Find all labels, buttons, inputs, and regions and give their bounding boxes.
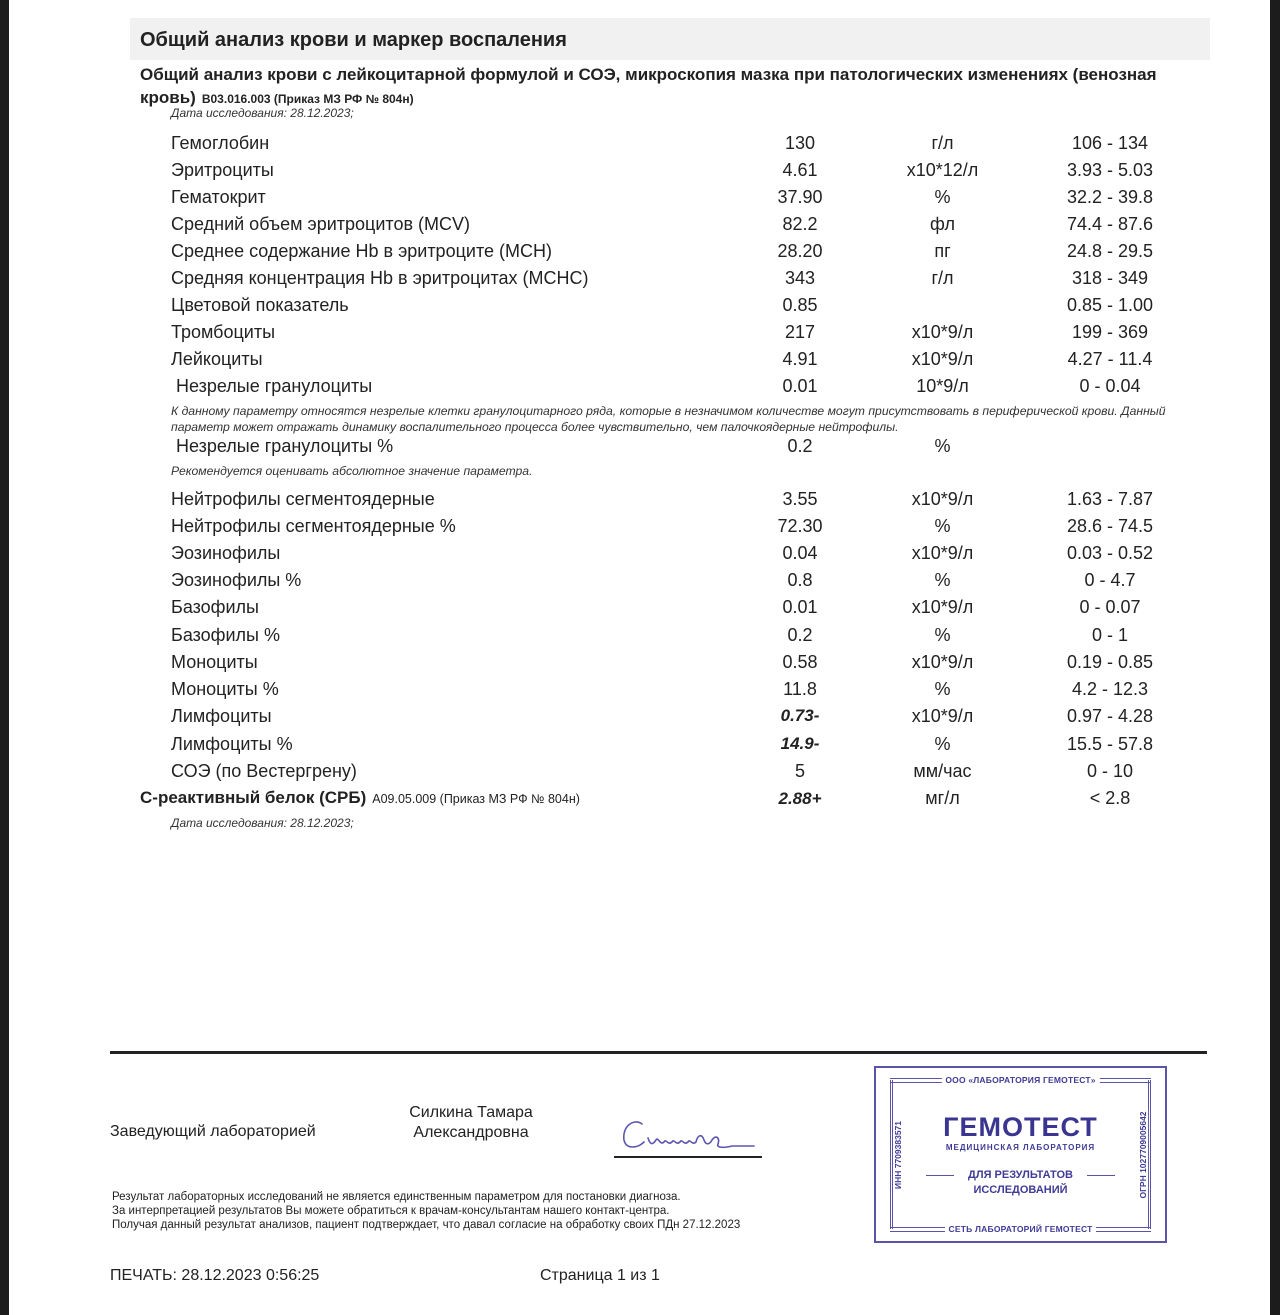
param-value: 82.2 <box>782 214 818 234</box>
cbc-study-date: Дата исследования: 28.12.2023; <box>171 106 354 120</box>
param-reference: 74.4 - 87.6 <box>1066 214 1154 234</box>
param-unit: пг <box>934 241 951 261</box>
result-row-leukocytes <box>0 349 1261 375</box>
param-value: 0.2 <box>787 436 813 456</box>
param-unit: % <box>934 436 951 456</box>
result-row-erythrocytes <box>0 160 1261 186</box>
param-unit: мм/час <box>913 761 972 781</box>
param-reference: 0.19 - 0.85 <box>1066 652 1154 672</box>
param-name: Моноциты <box>171 652 258 672</box>
param-name: Базофилы % <box>171 625 280 645</box>
param-name: Нейтрофилы сегментоядерные <box>171 489 435 509</box>
param-reference: 0 - 0.07 <box>1079 597 1141 617</box>
param-value: 5 <box>794 761 805 781</box>
result-row-neutrophils-pct <box>0 516 1261 542</box>
param-unit: % <box>934 516 951 536</box>
result-row-monocytes-pct <box>0 679 1261 705</box>
result-row-hemoglobin <box>0 133 1261 159</box>
param-name: Лимфоциты <box>171 706 272 726</box>
param-unit: 10*9/л <box>916 376 969 396</box>
param-name: Нейтрофилы сегментоядерные % <box>171 516 456 536</box>
param-value: 217 <box>784 322 816 342</box>
param-reference: 0 - 4.7 <box>1084 570 1136 590</box>
param-name: Базофилы <box>171 597 259 617</box>
param-reference: 199 - 369 <box>1071 322 1149 342</box>
result-row-monocytes <box>0 652 1261 678</box>
param-name: Лейкоциты <box>171 349 263 369</box>
cbc-title-text: Общий анализ крови с лейкоцитарной формулой и СОЭ, микроскопия мазка при патологических изменениях (венозная кровь) <box>140 65 1157 107</box>
crp-value-flagged-high: 2.88+ <box>778 789 822 808</box>
cbc-test-code: B03.016.003 (Приказ МЗ РФ № 804н) <box>201 92 414 106</box>
section-title: Общий анализ крови и маркер воспаления <box>140 29 567 51</box>
disclaimer-line: За интерпретацией результатов Вы можете обратиться к врачам-консультантам нашего контакт-центра. <box>112 1205 670 1217</box>
signer-name-line2: Александровна <box>413 1124 529 1141</box>
param-value: 0.8 <box>787 570 813 590</box>
param-reference: 32.2 - 39.8 <box>1066 187 1154 207</box>
crp-test-title <box>140 788 580 808</box>
param-unit: % <box>934 570 951 590</box>
param-reference: 4.2 - 12.3 <box>1071 679 1149 699</box>
signer-name <box>396 1103 546 1143</box>
crp-name: С-реактивный белок (СРБ) <box>140 788 367 807</box>
param-value: 4.91 <box>782 349 818 369</box>
note-immature-granulocytes-pct: Рекомендуется оценивать абсолютное значение параметра. <box>171 464 533 478</box>
disclaimer-line: Получая данный результат анализов, пациент подтверждает, что давал согласие на обработку своих ПДн 27.12.2023 <box>112 1219 741 1231</box>
param-value: 0.58 <box>782 652 818 672</box>
param-name: Цветовой показатель <box>171 295 349 315</box>
result-row-mch <box>0 241 1261 267</box>
result-row-basophils <box>0 597 1261 623</box>
param-name: Тромбоциты <box>171 322 276 342</box>
param-name: Эозинофилы <box>171 543 281 563</box>
param-name: Эритроциты <box>171 160 274 180</box>
param-value: 343 <box>784 268 816 288</box>
param-reference: 24.8 - 29.5 <box>1066 241 1154 261</box>
stamp-top-text: ООО «ЛАБОРАТОРИЯ ГЕМОТЕСТ» <box>941 1075 1099 1085</box>
param-reference: 0 - 0.04 <box>1079 376 1141 396</box>
param-name: Гематокрит <box>171 187 266 207</box>
result-row-eosinophils <box>0 543 1261 569</box>
param-name: Средний объем эритроцитов (MCV) <box>171 214 471 234</box>
param-name: Средняя концентрация Hb в эритроцитах (MCHC) <box>171 268 589 288</box>
stamp-inn-text: ИНН 7709383571 <box>893 1117 903 1191</box>
param-name: СОЭ (по Вестергрену) <box>171 761 357 781</box>
param-name: Незрелые гранулоциты <box>176 376 373 396</box>
crp-unit: мг/л <box>925 788 960 808</box>
result-row-basophils-pct <box>0 625 1261 651</box>
stamp-brand-logo: ГЕМОТЕСТ <box>943 1112 1098 1142</box>
crp-reference: < 2.8 <box>1089 788 1131 808</box>
result-row-color-index <box>0 295 1261 321</box>
param-name: Моноциты % <box>171 679 279 699</box>
param-value: 28.20 <box>777 241 823 261</box>
result-row-lymphocytes <box>0 706 1261 732</box>
result-row-immature-granulocytes <box>0 376 1261 402</box>
stamp-inner-frame <box>890 1080 1151 1229</box>
cbc-test-title <box>140 63 1210 111</box>
footer-divider <box>110 1051 1207 1054</box>
disclaimer-line: Результат лабораторных исследований не является единственным параметром для постановки диагноза. <box>112 1191 681 1203</box>
result-row-immature-granulocytes-pct <box>0 436 1261 462</box>
param-name: Лимфоциты % <box>171 734 293 754</box>
param-value: 0.2 <box>787 625 813 645</box>
param-reference: 106 - 134 <box>1071 133 1149 153</box>
param-value: 0.01 <box>782 597 818 617</box>
result-row-crp <box>0 788 1261 814</box>
stamp-bottom-text: СЕТЬ ЛАБОРАТОРИЙ ГЕМОТЕСТ <box>945 1224 1097 1234</box>
param-unit: x10*9/л <box>911 706 974 726</box>
print-timestamp: ПЕЧАТЬ: 28.12.2023 0:56:25 <box>110 1267 320 1284</box>
result-row-hematocrit <box>0 187 1261 213</box>
signer-position: Заведующий лабораторией <box>110 1123 316 1140</box>
stamp-brand-subtitle: МЕДИЦИНСКАЯ ЛАБОРАТОРИЯ <box>945 1143 1096 1152</box>
param-name: Среднее содержание Hb в эритроците (MCH) <box>171 241 552 261</box>
param-reference: 0.85 - 1.00 <box>1066 295 1154 315</box>
stamp-purpose-line2: ИССЛЕДОВАНИЙ <box>973 1184 1068 1196</box>
signature-icon <box>612 1104 782 1164</box>
param-value: 3.55 <box>782 489 818 509</box>
result-row-eosinophils-pct <box>0 570 1261 596</box>
param-reference: 4.27 - 11.4 <box>1067 349 1153 369</box>
stamp-purpose-line1: ДЛЯ РЕЗУЛЬТАТОВ <box>968 1169 1073 1181</box>
param-unit: x10*9/л <box>911 597 974 617</box>
param-reference: 0 - 1 <box>1091 625 1129 645</box>
param-unit: г/л <box>931 133 954 153</box>
param-value: 11.8 <box>783 679 817 699</box>
result-row-mcv <box>0 214 1261 240</box>
param-value-flagged-low: 0.73- <box>780 706 820 725</box>
param-unit: x10*9/л <box>911 652 974 672</box>
param-value-flagged-low: 14.9- <box>780 734 820 753</box>
param-reference: 0.03 - 0.52 <box>1066 543 1154 563</box>
param-unit: фл <box>930 214 955 234</box>
param-name: Незрелые гранулоциты % <box>176 436 394 456</box>
param-value: 0.85 <box>782 295 818 315</box>
param-unit: x10*9/л <box>911 543 974 563</box>
result-row-mchc <box>0 268 1261 294</box>
param-unit: % <box>934 679 951 699</box>
param-value: 37.90 <box>777 187 823 207</box>
result-row-platelets <box>0 322 1261 348</box>
result-row-neutrophils <box>0 489 1261 515</box>
param-reference: 15.5 - 57.8 <box>1066 734 1154 754</box>
param-unit: x10*9/л <box>911 489 974 509</box>
param-name: Эозинофилы % <box>171 570 302 590</box>
crp-study-date: Дата исследования: 28.12.2023; <box>171 816 354 830</box>
param-unit: г/л <box>931 268 954 288</box>
disclaimer-text <box>112 1190 740 1232</box>
param-unit: % <box>934 734 951 754</box>
stamp-ogrn-text: ОГРН 1027709005642 <box>1138 1108 1148 1201</box>
crp-test-code: A09.05.009 (Приказ МЗ РФ № 804н) <box>372 792 580 806</box>
param-unit: x10*12/л <box>906 160 979 180</box>
param-reference: 0 - 10 <box>1086 761 1134 781</box>
lab-stamp <box>874 1066 1167 1243</box>
result-row-esr <box>0 761 1261 787</box>
note-immature-granulocytes: К данному параметру относятся незрелые клетки гранулоцитарного ряда, которые в незначимом количестве могут присутствовать в периферической крови. Данный параметр может отражать динамику воспалительного процесса более чувствительно, чем палочкоядерные нейтрофилы. <box>171 404 1166 434</box>
param-reference: 28.6 - 74.5 <box>1066 516 1154 536</box>
param-unit: x10*9/л <box>911 349 974 369</box>
param-reference: 318 - 349 <box>1071 268 1149 288</box>
param-value: 130 <box>784 133 816 153</box>
param-name: Гемоглобин <box>171 133 270 153</box>
signer-name-line1: Силкина Тамара <box>409 1104 533 1121</box>
param-value: 72.30 <box>777 516 823 536</box>
stamp-purpose <box>876 1168 1165 1198</box>
param-reference: 0.97 - 4.28 <box>1066 706 1154 726</box>
result-row-lymphocytes-pct <box>0 734 1261 760</box>
param-unit: x10*9/л <box>911 322 974 342</box>
param-reference: 1.63 - 7.87 <box>1066 489 1154 509</box>
param-unit: % <box>934 625 951 645</box>
param-value: 0.04 <box>782 543 818 563</box>
param-reference: 3.93 - 5.03 <box>1066 160 1154 180</box>
param-value: 4.61 <box>782 160 818 180</box>
param-unit: % <box>934 187 951 207</box>
page-number: Страница 1 из 1 <box>540 1267 660 1284</box>
param-value: 0.01 <box>782 376 818 396</box>
